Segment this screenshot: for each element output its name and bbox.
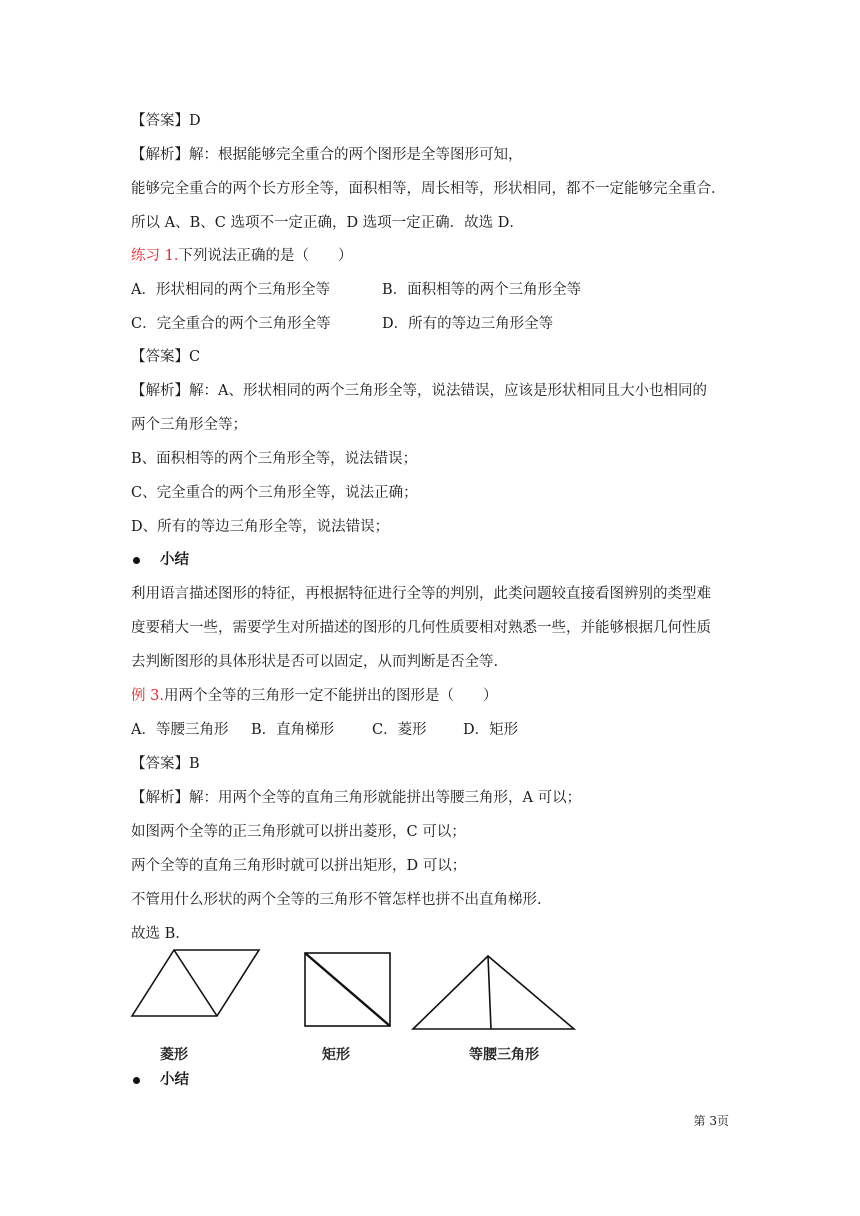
- analysis-line: 能够完全重合的两个长方形全等，面积相等，周长相等，形状相同，都不一定能够完全重合．: [131, 181, 726, 197]
- analysis-line: 故选 B.: [131, 926, 180, 942]
- rhombus-shape: [132, 950, 259, 1016]
- analysis-line: B、面积相等的两个三角形全等，说法错误；: [131, 451, 418, 467]
- option-c: C．完全重合的两个三角形全等: [131, 316, 331, 332]
- analysis-line: 不管用什么形状的两个全等的三角形不管怎样也拼不出直角梯形.: [131, 892, 542, 908]
- analysis-line: 所以 A、B、C 选项不一定正确，D 选项一定正确．故选 D．: [131, 215, 524, 231]
- exercise-question-text: 下列说法正确的是（ ）: [178, 248, 353, 264]
- rectangle-shape: [305, 953, 390, 1026]
- option-c: C．菱形: [372, 722, 427, 738]
- option-a: A．等腰三角形: [131, 722, 229, 738]
- summary-heading: [131, 550, 189, 570]
- rectangle-label: 矩形: [322, 1047, 350, 1063]
- summary-text: 利用语言描述图形的特征，再根据特征进行全等的判别，此类问题较直接看图辨别的类型难: [131, 586, 711, 602]
- answer-line: 【答案】B: [131, 756, 200, 772]
- isosceles-triangle-shape: [413, 956, 574, 1029]
- analysis-line: 【解析】解：用两个全等的直角三角形就能拼出等腰三角形，A 可以；: [131, 790, 582, 806]
- page-number: 第 3页: [693, 1114, 729, 1128]
- option-d: D．矩形: [463, 722, 519, 738]
- summary-heading-text: 小结: [160, 552, 189, 568]
- rhombus-label: 菱形: [160, 1047, 188, 1063]
- exercise-label: 练习 1.: [131, 248, 179, 264]
- analysis-line: C、完全重合的两个三角形全等，说法正确；: [131, 485, 418, 501]
- option-b: B．面积相等的两个三角形全等: [382, 282, 582, 298]
- analysis-line: D、所有的等边三角形全等，说法错误；: [131, 519, 390, 535]
- option-b: B．直角梯形: [251, 722, 335, 738]
- example-question: [131, 686, 497, 706]
- analysis-line: 【解析】解：根据能够完全重合的两个图形是全等图形可知，: [131, 147, 523, 163]
- summary-text: 度要稍大一些，需要学生对所描述的图形的几何性质要相对熟悉一些，并能够根据几何性质: [131, 620, 711, 636]
- shapes-figure: [128, 948, 588, 1063]
- shapes-diagram: [128, 948, 588, 1038]
- analysis-line: 【解析】解：A、形状相同的两个三角形全等，说法错误，应该是形状相同且大小也相同的: [131, 383, 707, 399]
- option-d: D．所有的等边三角形全等: [382, 316, 554, 332]
- analysis-line: 两个全等的直角三角形时就可以拼出矩形，D 可以；: [131, 858, 467, 874]
- example-label: 例 3.: [131, 688, 164, 704]
- answer-line: 【答案】D: [131, 113, 201, 129]
- exercise-question: [131, 246, 352, 266]
- summary-heading: [131, 1070, 189, 1090]
- analysis-line: 两个三角形全等；: [131, 417, 247, 433]
- isosceles-triangle-label: 等腰三角形: [469, 1047, 539, 1063]
- example-question-text: 用两个全等的三角形一定不能拼出的图形是（ ）: [163, 688, 498, 704]
- option-a: A．形状相同的两个三角形全等: [131, 282, 330, 298]
- answer-line: 【答案】C: [131, 349, 201, 365]
- bullet-icon: [133, 1077, 140, 1084]
- summary-text: 去判断图形的具体形状是否可以固定，从而判断是否全等.: [131, 654, 499, 670]
- bullet-icon: [133, 557, 140, 564]
- summary-heading-text: 小结: [160, 1072, 189, 1088]
- analysis-line: 如图两个全等的正三角形就可以拼出菱形，C 可以；: [131, 824, 466, 840]
